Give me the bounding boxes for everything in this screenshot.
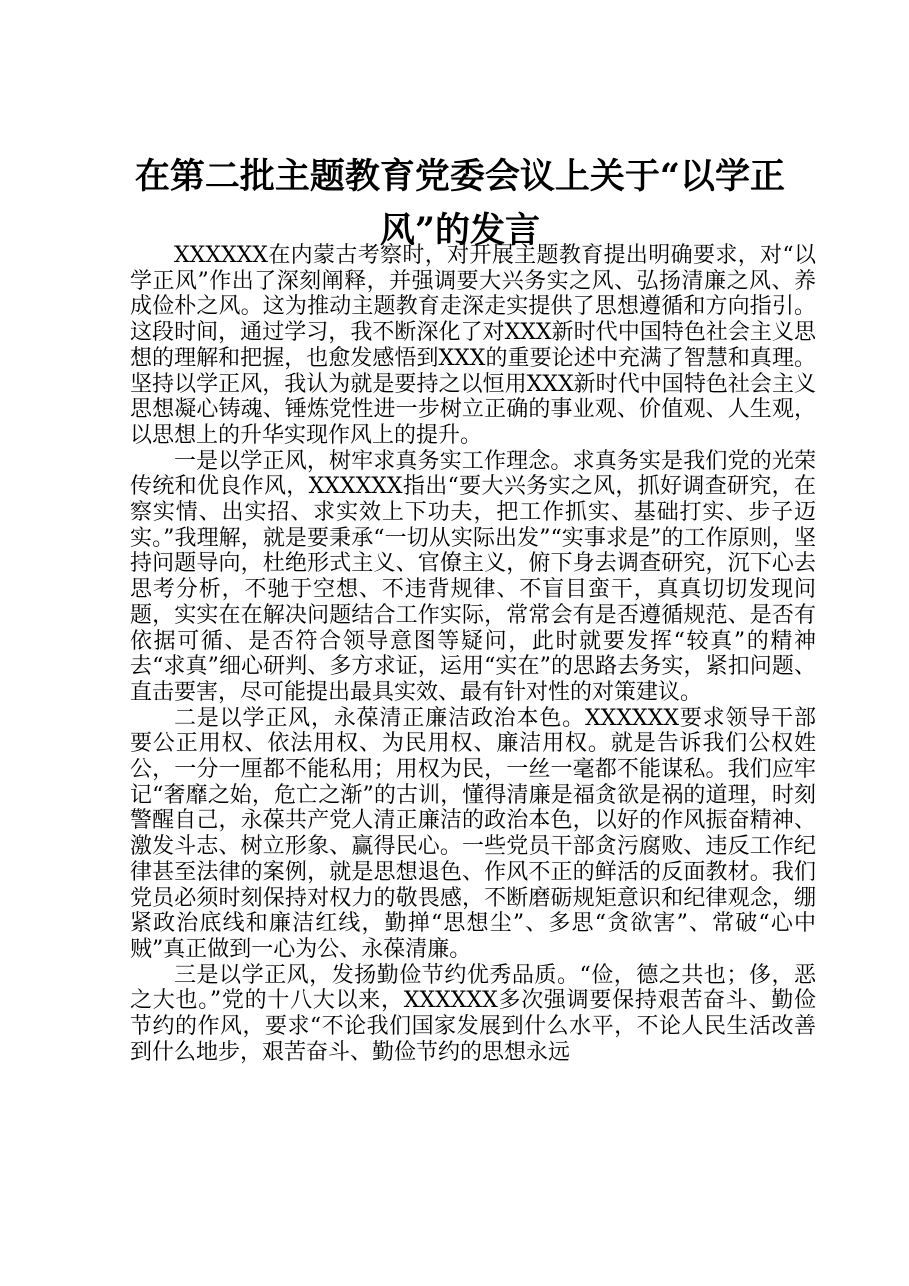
- document-title: 在第二批主题教育党委会议上关于“以学正风”的发言: [134, 156, 786, 251]
- document-body: [130, 243, 816, 1066]
- paragraph-intro: XXXXXX在内蒙古考察时，对开展主题教育提出明确要求，对“以学正风”作出了深刻阐释，并强调要大兴务实之风、弘扬清廉之风、养成俭朴之风。这为推动主题教育走深走实提供了思想遵循和方向指引。这段时间，通过学习，我不断深化了对XXX新时代中国特色社会主义思想的理解和把握，也愈发感悟到XXX的重要论述中充满了智慧和真理。坚持以学正风，我认为就是要持之以恒用XXX新时代中国特色社会主义思想凝心铸魂、锤炼党性进一步树立正确的事业观、价值观、人生观，以思想上的升华实现作风上的提升。: [130, 243, 816, 448]
- paragraph-point-one: 一是以学正风，树牢求真务实工作理念。求真务实是我们党的光荣传统和优良作风，XXXXXX指出“要大兴务实之风，抓好调查研究，在察实情、出实招、求实效上下功夫，把工作抓实、基础打实、步子迈实。”我理解，就是要秉承“一切从实际出发”“实事求是”的工作原则，坚持问题导向，杜绝形式主义、官僚主义，俯下身去调查研究，沉下心去思考分析，不驰于空想、不违背规律、不盲目蛮干，真真切切发现问题，实实在在解决问题结合工作实际，常常会有是否遵循规范、是否有依据可循、是否符合领导意图等疑问，此时就要发挥“较真”的精神去“求真”细心研判、多方求证，运用“实在”的思路去务实，紧扣问题、直击要害，尽可能提出最具实效、最有针对性的对策建议。: [130, 448, 816, 705]
- paragraph-point-two: 二是以学正风，永葆清正廉洁政治本色。XXXXXX要求领导干部要公正用权、依法用权、为民用权、廉洁用权。就是告诉我们公权姓公，一分一厘都不能私用；用权为民，一丝一毫都不能谋私。我们应牢记“奢靡之始，危亡之渐”的古训，懂得清廉是福贪欲是祸的道理，时刻警醒自己，永葆共产党人清正廉洁的政治本色，以好的作风振奋精神、激发斗志、树立形象、赢得民心。一些党员干部贪污腐败、违反工作纪律甚至法律的案例，就是思想退色、作风不正的鲜活的反面教材。我们党员必须时刻保持对权力的敬畏感，不断磨砺规矩意识和纪律观念，绷紧政治底线和廉洁红线，勤掸“思想尘”、多思“贪欲害”、常破“心中贼”真正做到一心为公、永葆清廉。: [130, 705, 816, 962]
- paragraph-point-three: 三是以学正风，发扬勤俭节约优秀品质。“俭，德之共也；侈，恶之大也。”党的十八大以来，XXXXXX多次强调要保持艰苦奋斗、勤俭节约的作风，要求“不论我们国家发展到什么水平，不论人民生活改善到什么地步，艰苦奋斗、勤俭节约的思想永远: [130, 962, 816, 1065]
